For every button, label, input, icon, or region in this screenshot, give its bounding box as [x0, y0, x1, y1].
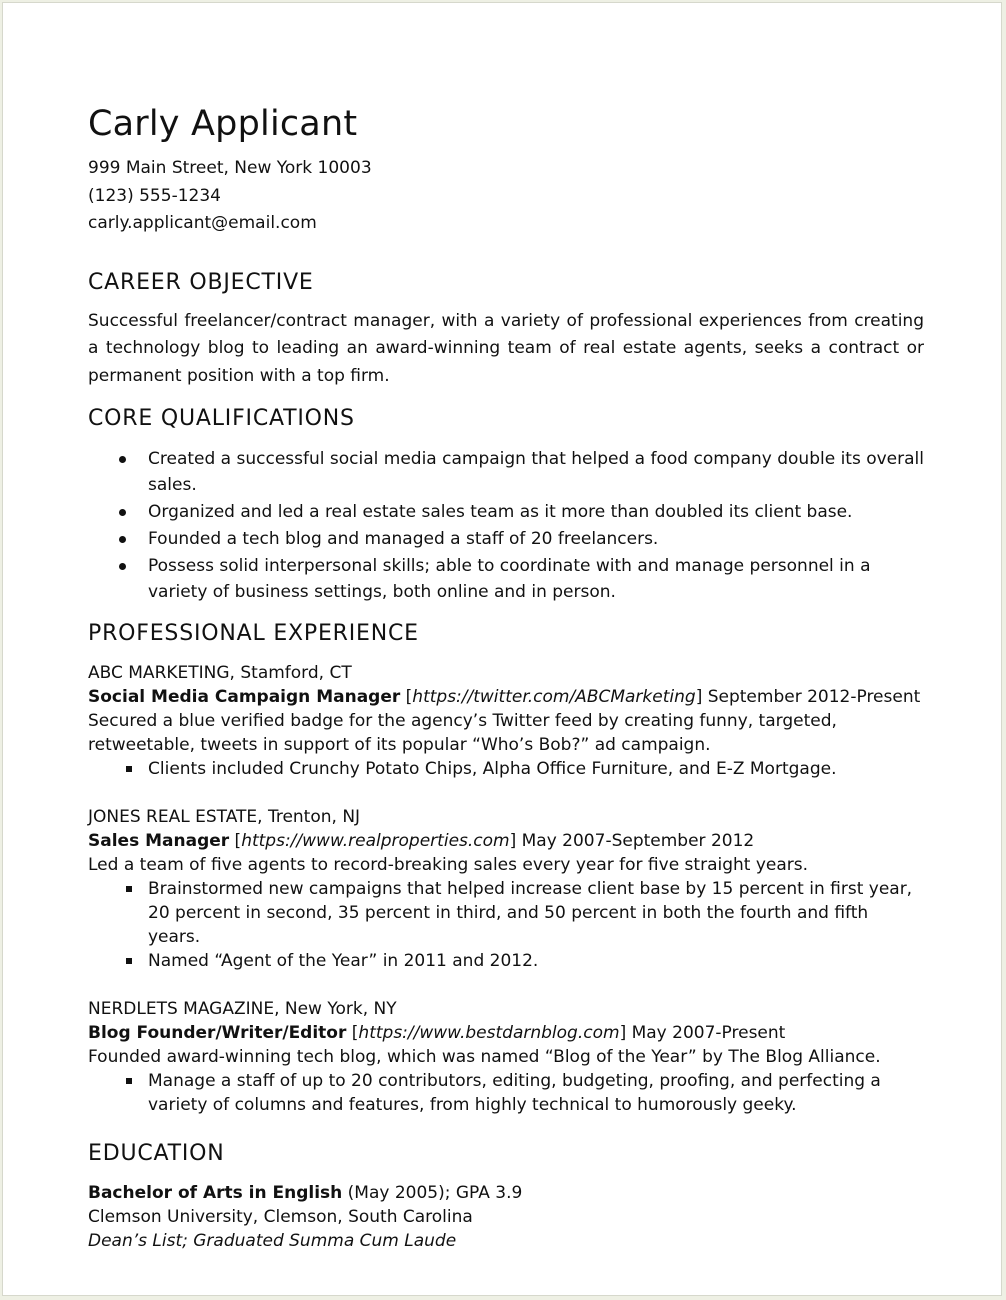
- job-title-line: [88, 685, 924, 709]
- section-heading-career-objective: CAREER OBJECTIVE: [88, 269, 314, 295]
- url-bracket-open: [: [346, 1023, 359, 1043]
- qualification-text: Founded a tech blog and managed a staff of 20 freelancers.: [148, 529, 659, 549]
- duty-text: Named “Agent of the Year” in 2011 and 2012.: [148, 951, 539, 971]
- job-entry-jones-real-estate: [88, 805, 924, 973]
- job-title: Social Media Campaign Manager: [88, 687, 401, 707]
- contact-email: carly.applicant@email.com: [88, 213, 317, 233]
- applicant-name: Carly Applicant: [88, 104, 358, 144]
- career-objective-text: Successful freelancer/contract manager, with a variety of professional experiences from creating a technology blog to leading an award-winning team of real estate agents, seeks a contract or permanent position with a top firm.: [88, 310, 924, 386]
- duty-text: Manage a staff of up to 20 contributors, editing, budgeting, proofing, and perfecting a variety of columns and features, from highly technical to humorously geeky.: [148, 1071, 881, 1115]
- job-url: https://www.bestdarnblog.com: [358, 1023, 620, 1043]
- square-bullet-icon: [126, 766, 132, 772]
- job-url: https://twitter.com/ABCMarketing: [412, 687, 696, 707]
- job-duties-list: [88, 877, 924, 973]
- bullet-icon: [119, 456, 126, 463]
- section-heading-education: EDUCATION: [88, 1141, 225, 1166]
- education-degree-details: (May 2005); GPA 3.9: [342, 1183, 523, 1203]
- job-company: JONES REAL ESTATE, Trenton, NJ: [88, 807, 361, 827]
- url-bracket-open: [: [229, 831, 242, 851]
- duty-item: [88, 877, 924, 949]
- qualification-text: Organized and led a real estate sales team as it more than doubled its client base.: [148, 502, 853, 522]
- education-degree: Bachelor of Arts in English: [88, 1183, 343, 1203]
- duty-item: [88, 949, 924, 973]
- section-heading-core-qualifications: CORE QUALIFICATIONS: [88, 406, 355, 431]
- contact-phone: (123) 555-1234: [88, 185, 221, 206]
- resume-content: [88, 101, 924, 1253]
- bullet-icon: [119, 563, 126, 570]
- job-summary: Founded award-winning tech blog, which was named “Blog of the Year” by The Blog Alliance.: [88, 1047, 881, 1067]
- section-heading-professional-experience: PROFESSIONAL EXPERIENCE: [88, 621, 419, 646]
- education-school: Clemson University, Clemson, South Carolina: [88, 1207, 473, 1227]
- education-honors: Dean’s List; Graduated Summa Cum Laude: [88, 1231, 457, 1251]
- square-bullet-icon: [126, 886, 132, 892]
- qualification-text: Possess solid interpersonal skills; able to coordinate with and manage personnel in a variety of business settings, both online and in person.: [148, 556, 871, 602]
- duty-text: Clients included Crunchy Potato Chips, Alpha Office Furniture, and E-Z Mortgage.: [148, 759, 837, 779]
- job-dates: ] September 2012-Present: [695, 687, 921, 707]
- duty-item: [88, 757, 924, 781]
- job-company: ABC MARKETING, Stamford, CT: [88, 663, 352, 683]
- job-title: Blog Founder/Writer/Editor: [88, 1023, 347, 1043]
- contact-block: [88, 155, 924, 238]
- job-entry-abc-marketing: [88, 661, 924, 781]
- qualification-text: Created a successful social media campaign that helped a food company double its overall sales.: [148, 449, 924, 495]
- url-bracket-open: [: [400, 687, 413, 707]
- job-company: NERDLETS MAGAZINE, New York, NY: [88, 999, 397, 1019]
- bullet-icon: [119, 536, 126, 543]
- qualification-item: [88, 499, 924, 525]
- square-bullet-icon: [126, 958, 132, 964]
- duty-text: Brainstormed new campaigns that helped increase client base by 15 percent in first year, 20 percent in second, 35 percent in third, and 50 percent in both the fourth and fifth years.: [148, 879, 913, 947]
- job-entry-nerdlets-magazine: [88, 997, 924, 1117]
- qualification-item: [88, 526, 924, 552]
- job-title-line: [88, 829, 924, 853]
- duty-item: [88, 1069, 924, 1117]
- resume-page: [2, 2, 1002, 1296]
- square-bullet-icon: [126, 1078, 132, 1084]
- job-url: https://www.realproperties.com: [241, 831, 510, 851]
- job-duties-list: [88, 757, 924, 781]
- job-dates: ] May 2007-Present: [619, 1023, 786, 1043]
- job-summary: Secured a blue verified badge for the agency’s Twitter feed by creating funny, targeted, retweetable, tweets in support of its popular “Who’s Bob?” ad campaign.: [88, 711, 837, 755]
- qualification-item: [88, 553, 924, 605]
- job-title-line: [88, 1021, 924, 1045]
- education-block: [88, 1181, 924, 1253]
- qualification-item: [88, 446, 924, 498]
- job-dates: ] May 2007-September 2012: [509, 831, 755, 851]
- education-degree-line: [88, 1181, 924, 1205]
- contact-address: 999 Main Street, New York 10003: [88, 158, 372, 178]
- bullet-icon: [119, 509, 126, 516]
- qualifications-list: [88, 446, 924, 605]
- job-duties-list: [88, 1069, 924, 1117]
- job-summary: Led a team of five agents to record-breaking sales every year for five straight years.: [88, 855, 809, 875]
- job-title: Sales Manager: [88, 831, 230, 851]
